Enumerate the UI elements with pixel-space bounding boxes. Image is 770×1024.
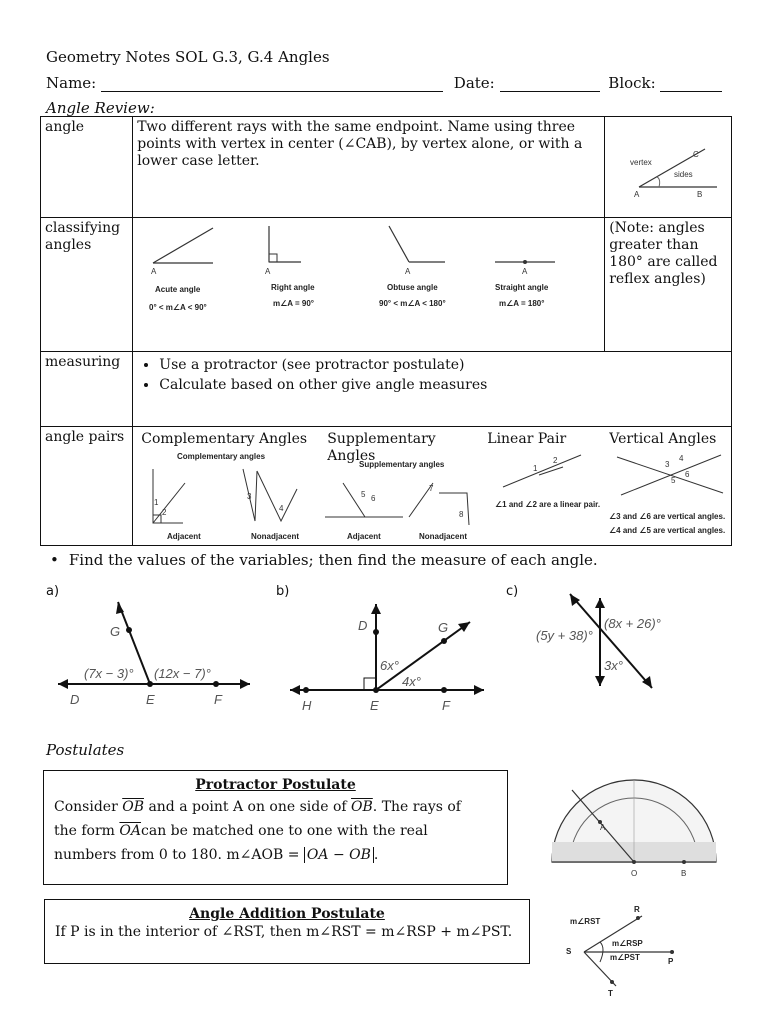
right-condition: m∠A = 90° [273,299,315,308]
name-label: Name: [46,74,97,92]
ray-oa: $\overline{OA}$ [119,823,142,839]
protractor-line-2: the form $\overline{OA}can$ be matched one to one with the real [54,823,428,839]
term-measuring: measuring [41,352,133,427]
protractor-postulate-box [43,770,508,885]
protractor-point-o: O [631,869,638,878]
obtuse-label: Obtuse angle [387,283,438,292]
student-info-line [46,74,726,92]
table-row [41,218,732,352]
block-label: Block: [608,74,656,92]
list-item: • Calculate based on other give angle measures [159,377,727,394]
b-point-h: H [302,698,312,713]
acute-vertex: A [151,267,157,276]
a-point-e: E [146,692,155,707]
list-item: • Use a protractor (see protractor postulate) [159,357,727,374]
comp-n1: 1 [154,498,159,507]
postulates-heading: Postulates [46,741,125,759]
m-rst-label: m∠RST [570,917,601,926]
date-field[interactable] [500,77,600,92]
problem-c-figure [530,590,710,700]
ray-ob: $\overline{OB}$ [351,799,373,815]
measuring-list [137,357,727,394]
vert-n6: 6 [685,470,690,479]
point-p: P [668,957,674,966]
point-s: S [566,947,572,956]
vert-note-2: ∠4 and ∠5 are vertical angles. [609,526,726,535]
term-angle: angle [41,117,133,218]
b-expr-2: 4x° [402,674,421,689]
angle-review-table [40,116,732,546]
m-pst-label: m∠PST [610,953,640,962]
c-expr-3: 3x° [604,658,623,673]
block-field[interactable] [660,77,722,92]
point-r: R [634,905,640,914]
reflex-note: (Note: angles greater than 180° are called reflex angles) [605,218,732,352]
comp-adjacent: Adjacent [167,532,202,541]
linear-n2: 2 [553,456,558,465]
definition-angle: Two different rays with the same endpoint. Name using three points with vertex in center (∠CAB), by vertex alone, or with a lower case letter. [133,117,605,218]
protractor-line-3: numbers from 0 to 180. m∠AOB = OA − OB . [54,847,379,863]
table-row [41,427,732,546]
term-angle-pairs: angle pairs [41,427,133,546]
protractor-postulate-title: Protractor Postulate [195,777,356,793]
b-expr-1: 6x° [380,658,399,673]
obtuse-vertex: A [405,267,411,276]
obtuse-condition: 90° < m∠A < 180° [379,299,446,308]
classifying-figures [133,218,605,352]
vert-n3: 3 [665,460,670,469]
comp-n2: 2 [162,508,167,517]
acute-label: Acute angle [155,285,201,294]
sides-label: sides [674,170,693,179]
exercise-instruction: • Find the values of the variables; then find the measure of each angle. [50,551,598,569]
angle-figure [605,117,732,218]
straight-vertex: A [522,267,528,276]
vert-note-1: ∠3 and ∠6 are vertical angles. [609,512,726,521]
right-vertex: A [265,267,271,276]
problem-a-figure [50,594,260,714]
pair-header-linear: Linear Pair [487,431,567,447]
angle-pairs-content [133,427,732,546]
pair-header-vertical: Vertical Angles [609,431,717,447]
protractor-figure [548,770,720,882]
protractor-point-a: A [600,823,606,832]
comp-n3: 3 [247,492,252,501]
supp-n7: 7 [429,484,434,493]
supp-n8: 8 [459,510,464,519]
problem-c-label: c) [506,584,519,599]
absolute-value-expr: OA − OB [304,847,374,863]
m-rsp-label: m∠RSP [612,939,643,948]
problem-a-label: a) [46,584,60,599]
linear-note: ∠1 and ∠2 are a linear pair. [495,500,601,509]
pair-header-complementary: Complementary Angles [141,431,308,447]
point-t: T [608,989,613,998]
comp-title: Complementary angles [177,452,266,461]
straight-condition: m∠A = 180° [499,299,545,308]
c-expr-1: (8x + 26)° [604,616,661,631]
problem-b-label: b) [276,584,290,599]
b-point-f: F [442,698,450,713]
vert-n4: 4 [679,454,684,463]
point-c: C [693,150,699,159]
a-point-d: D [70,692,80,707]
bullet-icon: • [50,551,59,569]
a-right-expr: (12x − 7)° [154,666,211,681]
angle-addition-text: If P is in the interior of ∠RST, then m∠RST = m∠RSP + m∠PST. [55,924,513,940]
table-row [41,117,732,218]
supp-title: Supplementary angles [359,460,445,469]
point-a: A [634,190,640,199]
straight-label: Straight angle [495,283,549,292]
point-b: B [697,190,703,199]
comp-n4: 4 [279,504,284,513]
right-label: Right angle [271,283,315,292]
date-label: Date: [453,74,495,92]
a-left-expr: (7x − 3)° [84,666,134,681]
angle-addition-figure [560,902,710,1022]
supp-n5: 5 [361,490,366,499]
b-point-e: E [370,698,379,713]
comp-nonadjacent: Nonadjacent [251,532,300,541]
supp-nonadjacent: Nonadjacent [419,532,468,541]
linear-n1: 1 [533,464,538,473]
problem-b-figure [284,600,494,718]
name-field[interactable] [101,77,443,92]
protractor-point-b: B [681,869,687,878]
supp-n6: 6 [371,494,376,503]
b-point-d: D [358,618,368,633]
angle-addition-title: Angle Addition Postulate [189,906,385,922]
vert-n5: 5 [671,476,676,485]
protractor-line-1: Consider $\overline{OB}$ and a point A on one side of $\overline{OB}$. The rays of [54,799,461,815]
angle-diagram [609,119,721,209]
angle-addition-postulate-box [44,899,530,964]
page-title: Geometry Notes SOL G.3, G.4 Angles [46,48,330,66]
classifying-diagram [133,218,599,346]
c-expr-2: (5y + 38)° [536,628,593,643]
a-point-g: G [110,624,121,639]
term-classifying: classifying angles [41,218,133,352]
table-row [41,352,732,427]
vertex-label: vertex [630,158,652,167]
ray-ob: $\overline{OB}$ [122,799,144,815]
review-heading: Angle Review: [46,99,155,117]
a-point-f: F [214,692,222,707]
supp-adjacent: Adjacent [347,532,382,541]
b-point-g: G [438,620,449,635]
pair-header-supplementary: Supplementary Angles [327,431,436,464]
measuring-content [133,352,732,427]
acute-condition: 0° < m∠A < 90° [149,303,208,312]
